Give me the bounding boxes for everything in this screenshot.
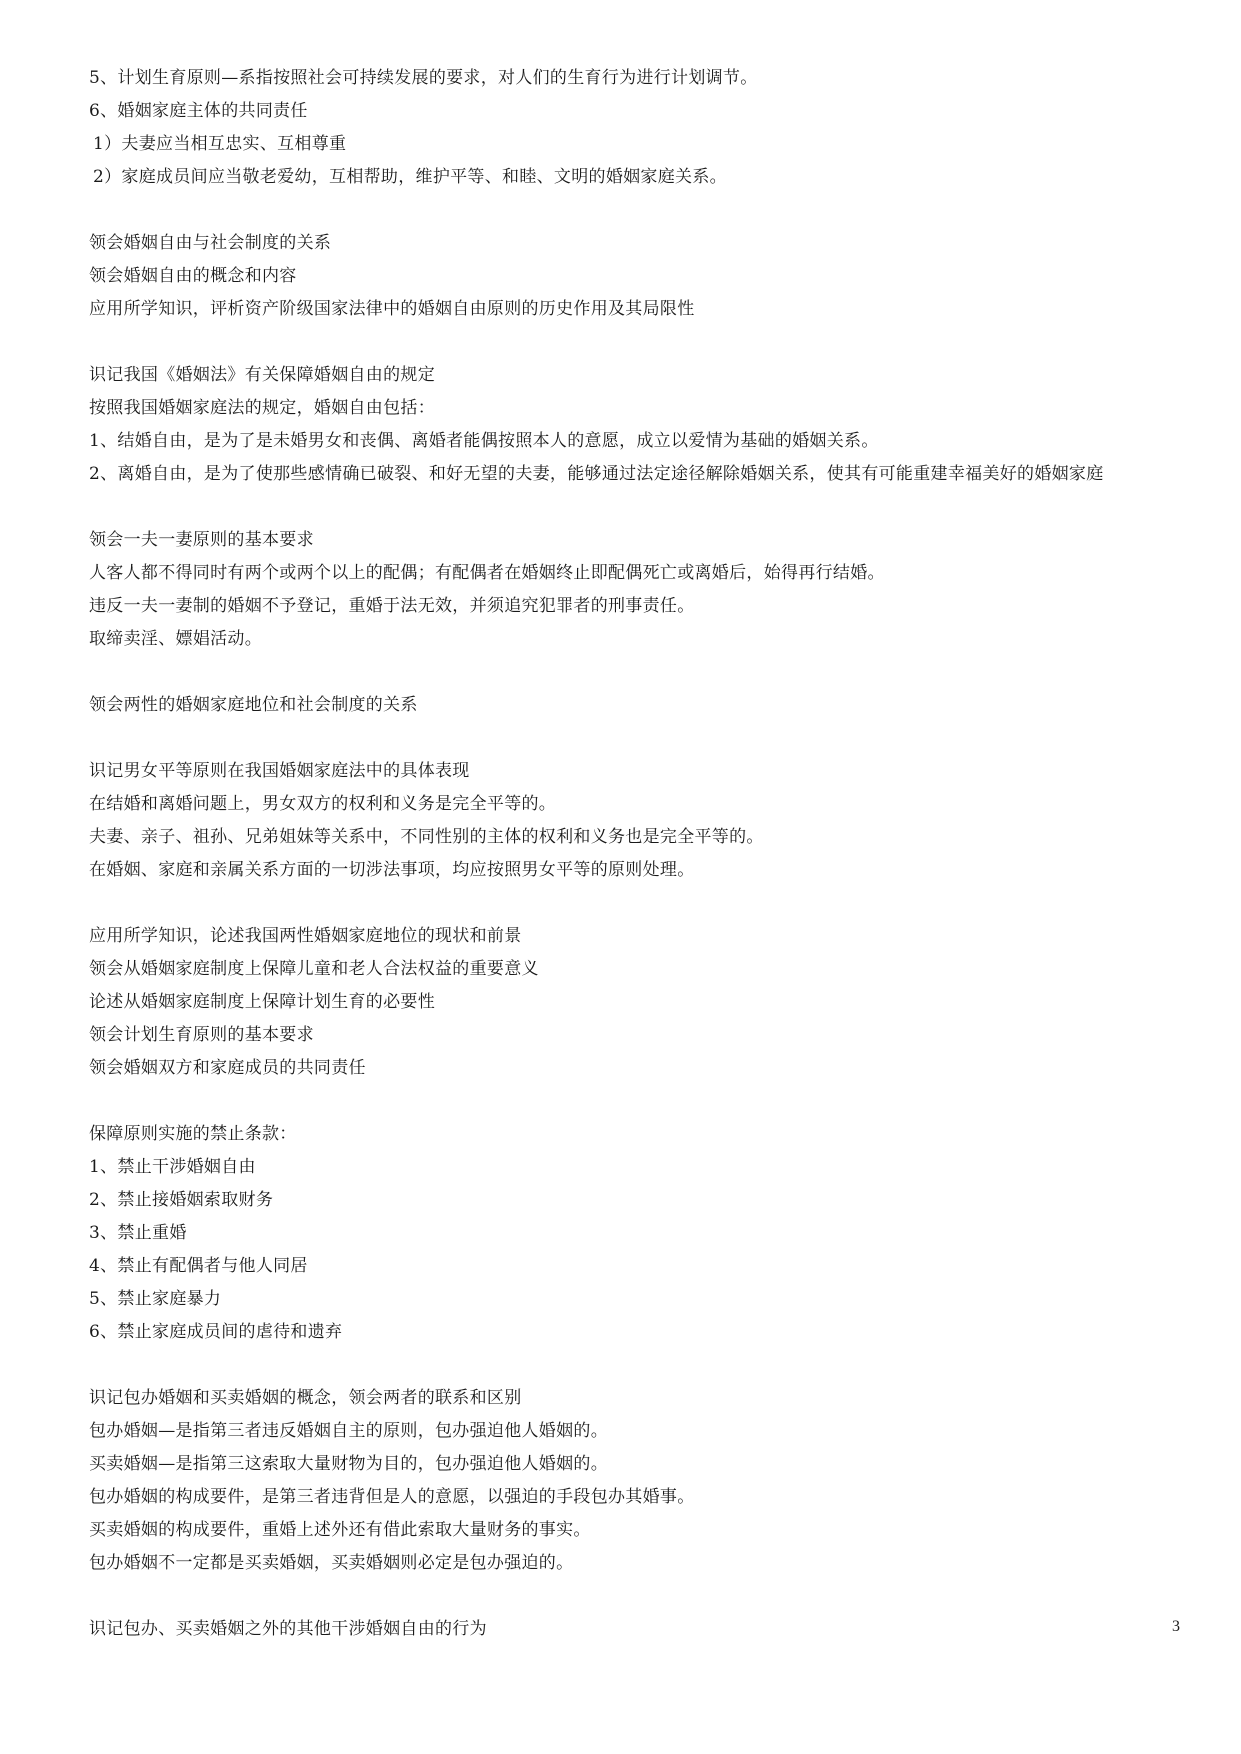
paragraph-block (89, 755, 1209, 887)
text-line: 人客人都不得同时有两个或两个以上的配偶；有配偶者在婚姻终止即配偶死亡或离婚后，始得再行结婚。 (89, 563, 885, 583)
text-line: 领会婚姻自由的概念和内容 (89, 266, 297, 286)
paragraph-gap (89, 722, 1209, 755)
text-line: 识记我国《婚姻法》有关保障婚姻自由的规定 (89, 365, 435, 385)
text-line: 1）夫妻应当相互忠实、互相尊重 (93, 134, 347, 154)
paragraph-gap (89, 1580, 1209, 1613)
text-line: 领会两性的婚姻家庭地位和社会制度的关系 (89, 695, 418, 715)
text-line: 在结婚和离婚问题上，男女双方的权利和义务是完全平等的。 (89, 794, 557, 814)
text-line: 夫妻、亲子、祖孙、兄弟姐妹等关系中，不同性别的主体的权利和义务也是完全平等的。 (89, 827, 764, 847)
text-line: 领会婚姻双方和家庭成员的共同责任 (89, 1058, 366, 1078)
text-line: 2、离婚自由，是为了使那些感情确已破裂、和好无望的夫妻，能够通过法定途径解除婚姻关系，使其有可能重建幸福美好的婚姻家庭 (89, 464, 1104, 484)
text-line: 包办婚姻不一定都是买卖婚姻，买卖婚姻则必定是包办强迫的。 (89, 1553, 574, 1573)
paragraph-block (89, 1613, 1209, 1646)
text-line: 识记包办婚姻和买卖婚姻的概念，领会两者的联系和区别 (89, 1388, 522, 1408)
text-line: 应用所学知识，论述我国两性婚姻家庭地位的现状和前景 (89, 926, 522, 946)
paragraph-gap (89, 1349, 1209, 1382)
text-line: 6、婚姻家庭主体的共同责任 (89, 101, 308, 121)
text-line: 买卖婚姻的构成要件，重婚上述外还有借此索取大量财务的事实。 (89, 1520, 591, 1540)
text-line: 1、结婚自由，是为了是未婚男女和丧偶、离婚者能偶按照本人的意愿，成立以爱情为基础的婚姻关系。 (89, 431, 879, 451)
paragraph-block (89, 524, 1209, 656)
paragraph-block (89, 62, 1209, 194)
text-line: 3、禁止重婚 (89, 1223, 187, 1243)
text-line: 在婚姻、家庭和亲属关系方面的一切涉法事项，均应按照男女平等的原则处理。 (89, 860, 695, 880)
text-line: 5、计划生育原则—系指按照社会可持续发展的要求，对人们的生育行为进行计划调节。 (89, 68, 758, 88)
text-line: 1、禁止干涉婚姻自由 (89, 1157, 256, 1177)
text-line: 领会婚姻自由与社会制度的关系 (89, 233, 332, 253)
text-line: 按照我国婚姻家庭法的规定，婚姻自由包括： (89, 398, 435, 418)
paragraph-gap (89, 887, 1209, 920)
text-line: 2、禁止接婚姻索取财务 (89, 1190, 274, 1210)
paragraph-gap (89, 326, 1209, 359)
text-line: 领会计划生育原则的基本要求 (89, 1025, 314, 1045)
text-line: 领会从婚姻家庭制度上保障儿童和老人合法权益的重要意义 (89, 959, 539, 979)
text-line: 应用所学知识，评析资产阶级国家法律中的婚姻自由原则的历史作用及其局限性 (89, 299, 695, 319)
text-line: 论述从婚姻家庭制度上保障计划生育的必要性 (89, 992, 435, 1012)
text-line: 买卖婚姻—是指第三这索取大量财物为目的，包办强迫他人婚姻的。 (89, 1454, 608, 1474)
text-line: 领会一夫一妻原则的基本要求 (89, 530, 314, 550)
document-body (89, 62, 1209, 1646)
paragraph-block (89, 359, 1209, 491)
page-number: 3 (1172, 1618, 1180, 1635)
paragraph-block (89, 1382, 1209, 1580)
paragraph-block (89, 227, 1209, 326)
paragraph-block (89, 689, 1209, 722)
text-line: 识记男女平等原则在我国婚姻家庭法中的具体表现 (89, 761, 470, 781)
paragraph-block (89, 920, 1209, 1085)
text-line: 4、禁止有配偶者与他人同居 (89, 1256, 308, 1276)
text-line: 2）家庭成员间应当敬老爱幼，互相帮助，维护平等、和睦、文明的婚姻家庭关系。 (93, 167, 727, 187)
text-line: 包办婚姻的构成要件，是第三者违背但是人的意愿，以强迫的手段包办其婚事。 (89, 1487, 695, 1507)
paragraph-gap (89, 656, 1209, 689)
text-line: 识记包办、买卖婚姻之外的其他干涉婚姻自由的行为 (89, 1619, 487, 1639)
paragraph-gap (89, 1085, 1209, 1118)
text-line: 违反一夫一妻制的婚姻不予登记，重婚于法无效，并须追究犯罪者的刑事责任。 (89, 596, 695, 616)
text-line: 保障原则实施的禁止条款： (89, 1124, 297, 1144)
paragraph-gap (89, 194, 1209, 227)
text-line: 6、禁止家庭成员间的虐待和遗弃 (89, 1322, 343, 1342)
text-line: 取缔卖淫、嫖娼活动。 (89, 629, 262, 649)
paragraph-gap (89, 491, 1209, 524)
paragraph-block (89, 1118, 1209, 1349)
text-line: 包办婚姻—是指第三者违反婚姻自主的原则，包办强迫他人婚姻的。 (89, 1421, 608, 1441)
text-line: 5、禁止家庭暴力 (89, 1289, 222, 1309)
